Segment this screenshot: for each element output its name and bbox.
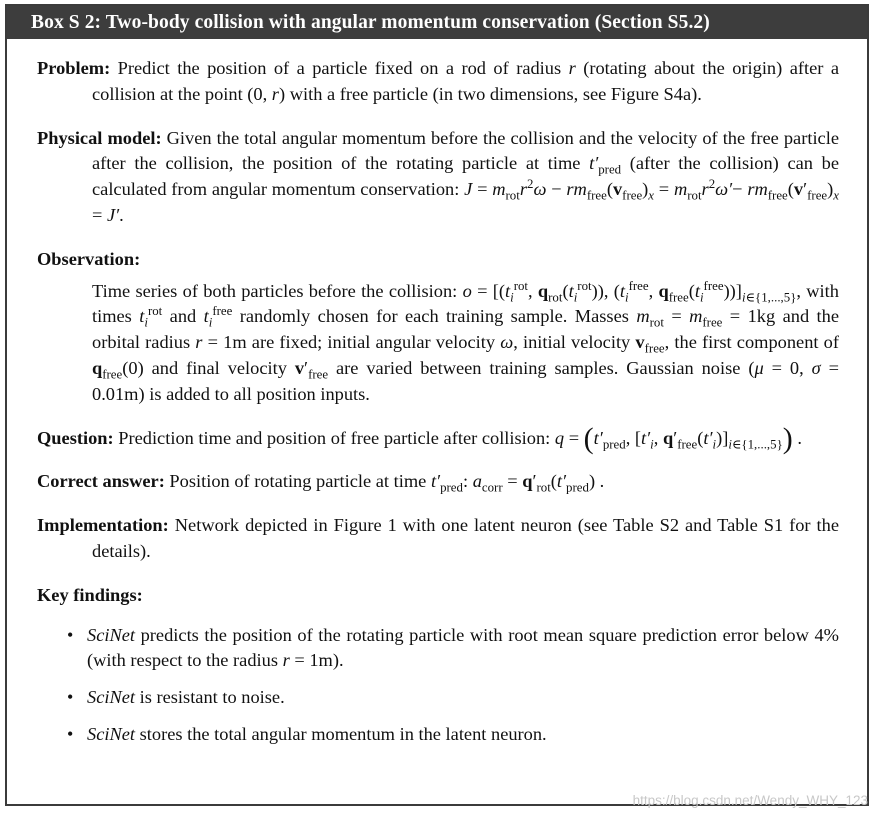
angular-momentum-equation: J — [464, 179, 473, 200]
question-label: Question: — [37, 427, 114, 448]
observation-label: Observation: — [37, 248, 141, 269]
observation-text-9: are varied between training samples. Gaussian noise — [328, 357, 749, 378]
scinet-name: SciNet — [87, 687, 136, 708]
list-item — [67, 685, 839, 711]
observation-text-2: , with times — [92, 280, 839, 327]
scinet-name: SciNet — [87, 624, 136, 645]
finding-text: is resistant to noise. — [135, 687, 285, 708]
key-findings-list — [37, 623, 839, 748]
key-findings-label: Key findings: — [37, 584, 143, 605]
problem-label: Problem: — [37, 58, 111, 78]
implementation-section — [37, 513, 839, 565]
box-s2 — [5, 4, 869, 806]
box-title: Box S 2: Two-body collision with angular momentum conservation (Section S5.2) — [7, 6, 867, 39]
correct-answer-label: Correct answer: — [37, 471, 165, 492]
problem-text: Predict the position of a particle fixed on a rod of radius — [110, 58, 569, 78]
observation-text-5: are fixed; initial angular velocity — [246, 332, 501, 353]
physical-model-text-2: (after the collision) can be calculated from angular momentum conservation: — [92, 153, 839, 200]
scinet-name: SciNet — [87, 723, 136, 744]
implementation-text: Network depicted in Figure 1 with one latent neuron (see Table S2 and Table S1 for the details). — [92, 515, 839, 561]
correct-answer-text: Position of rotating particle at time — [164, 471, 431, 492]
observation-text-8: and final velocity — [143, 357, 295, 378]
finding-text: stores the total angular momentum in the latent neuron. — [135, 723, 547, 744]
problem-text-2: (rotating about the origin) after a collision at the point — [92, 58, 839, 104]
implementation-label: Implementation: — [37, 515, 169, 536]
observation-text-10: is added to all position inputs. — [144, 383, 370, 404]
observation-text: Time series of both particles before the collision: $o = [(t_i^{rot}$, $q_{rot}(t_i^{rot})$), ($t_i^{free}$, $q_{free}(t_i^{free}))]_{i\in\{1,...,5\}}$, with times $t_i^{rot}$ and $t_i^{free}$ randomly chosen for each training sample. Masses $m_{rot} = m_{free} = 1kg$ and the orbital radius r = 1m are fixed; initial angular velocity ω, initial velocity $v_{free}$, the first component of $q_{free}(0)$ and final velocity $v'_{free}$ are varied between training samples. Gaussian noise (μ = 0, σ = 0.01m) is added to all position inputs. — [92, 278, 840, 404]
observation-text-7: , the first component of — [664, 332, 839, 353]
observation-text-and: and — [162, 306, 204, 327]
physical-model-text: Given the total angular momentum before the collision and the velocity of the free particle after the collision, the position of the rotating particle at time — [92, 127, 839, 174]
list-item: • SciNet predicts the position of the rotating particle with root mean square prediction error below 4% (with respect to the radius r = 1m). — [67, 623, 839, 675]
key-findings-section — [37, 583, 839, 748]
finding-text-end: ). — [332, 650, 344, 671]
observation-text-4: and the orbital radius — [92, 306, 840, 353]
physical-model-section: Physical model: Given the total angular momentum before the collision and the velocity of the free particle after the collision, the position of the rotating particle at time $t'_{pred}$ (after the collision) can be calculated from angular momentum conservation: $J = m_{rot}r^2\omega - rm_{free}(v_{free})_x = m_{rot}r^2\omega'- rm_{free}(v'_{free})_x = J'$. — [37, 127, 839, 225]
problem-section: Problem: Predict the position of a particle fixed on a rod of radius r (rotating about the origin) after a collision at the point (0, r) with a free particle (in two dimensions, see Figure S4a). — [37, 58, 839, 104]
observation-text-3: randomly chosen for each training sample. Masses — [232, 306, 637, 327]
correct-answer-section: Correct answer: Position of rotating particle at time $t'_{pred}$: $a_{corr} = q'_{rot}(t'_{pred})$ . — [37, 471, 605, 496]
question-section: Question: Prediction time and position of free particle after collision: $q = (t'_{pred}$, [$t'_i$, $q'_{free}(t'_i)]_{i\in\{1,...,5\}}$) . — [37, 421, 802, 455]
watermark: https://blog.csdn.net/Wendy_WHY_123 — [632, 793, 868, 808]
observation-section — [37, 247, 839, 408]
problem-text-3: with a free particle (in two dimensions, see Figure S4a). — [285, 83, 702, 104]
box-content — [7, 56, 867, 748]
question-text: Prediction time and position of free particle after collision: — [113, 427, 555, 448]
observation-text-1: Time series of both particles before the collision: — [92, 280, 463, 301]
physical-model-label: Physical model: — [37, 127, 162, 148]
list-item — [67, 722, 839, 748]
observation-text-6: , initial velocity — [513, 332, 636, 353]
finding-text: predicts the position of the rotating particle with root mean square prediction error below 4% (with respect to the radius — [87, 624, 839, 671]
